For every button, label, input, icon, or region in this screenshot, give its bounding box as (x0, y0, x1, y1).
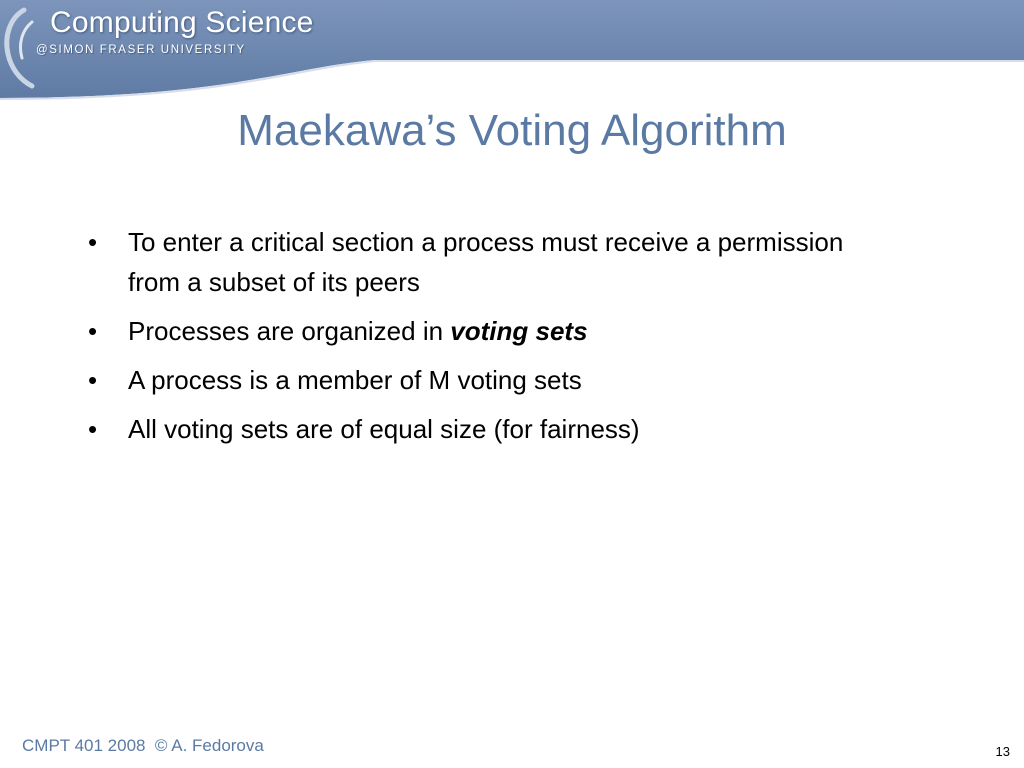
footer-course: CMPT 401 2008 © A. Fedorova (22, 736, 264, 755)
bullet-text: A process is a member of M voting sets (128, 365, 582, 395)
bullet-emphasis: voting sets (450, 316, 588, 346)
bullet-item (86, 409, 886, 449)
slide-number: 13 (995, 744, 1010, 759)
bullet-text: Processes are organized in (128, 316, 451, 346)
slide-title: Maekawa’s Voting Algorithm (237, 106, 787, 155)
bullet-marker: • (88, 414, 98, 444)
bullet-marker: • (88, 365, 98, 395)
brand-subtitle: @SIMON FRASER UNIVERSITY (36, 44, 246, 56)
bullet-item (86, 311, 886, 351)
bullet-marker: • (88, 227, 98, 257)
bullet-text: All voting sets are of equal size (for fairness) (128, 414, 640, 444)
bullet-marker: • (88, 316, 98, 346)
brand-title: Computing Science (50, 6, 314, 39)
bullet-text: To enter a critical section a process must receive a permission from a subset of its peers (128, 227, 844, 297)
bullet-item (86, 222, 886, 302)
bullet-list (86, 222, 886, 458)
header-band (0, 0, 1024, 100)
bullet-item (86, 360, 886, 400)
